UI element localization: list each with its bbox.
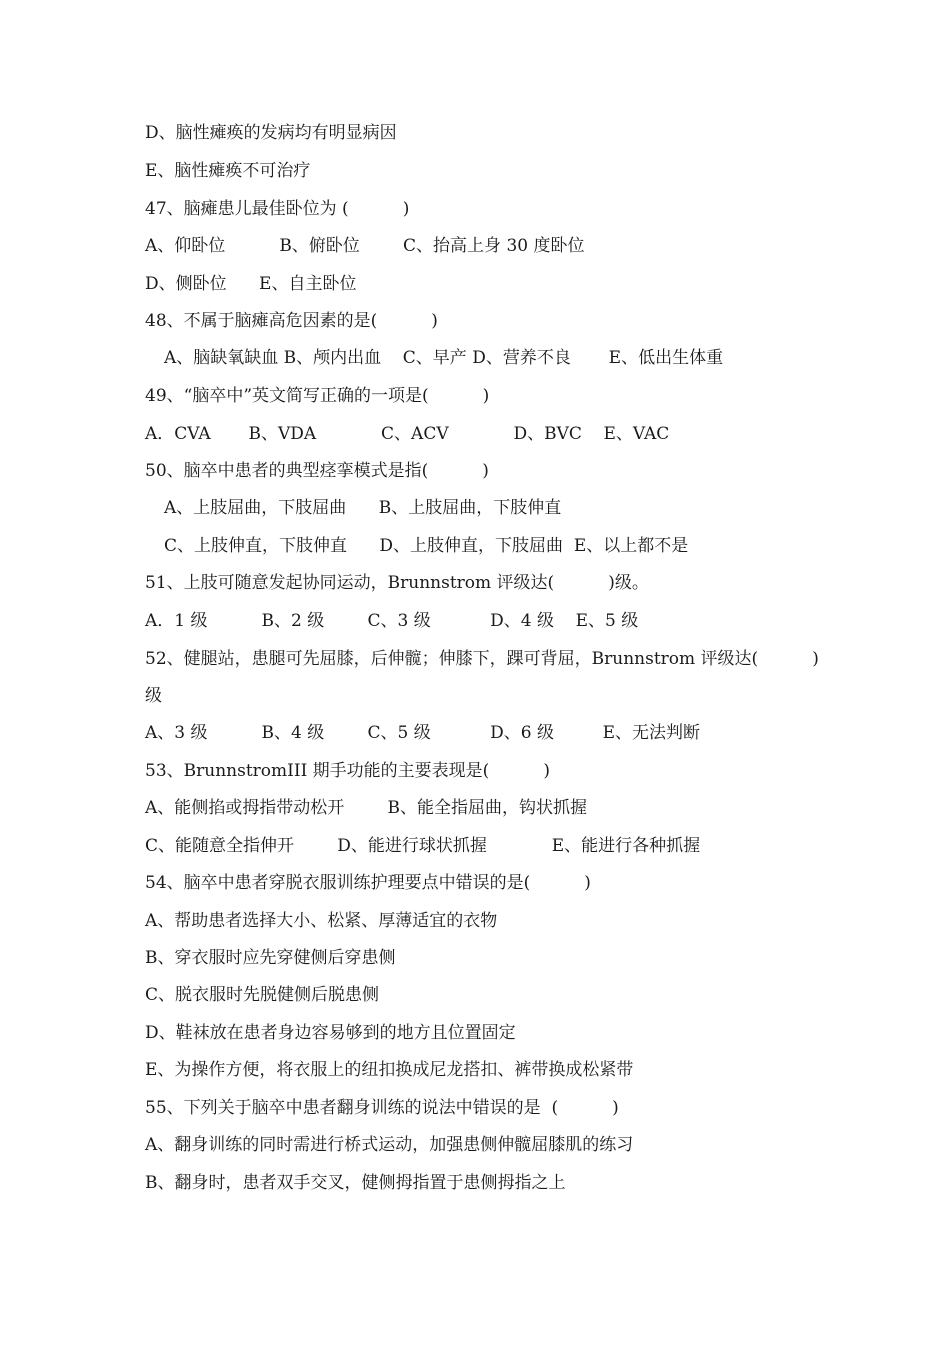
options-line: A、帮助患者选择大小、松紧、厚薄适宜的衣物 xyxy=(145,911,498,931)
options-line: A、翻身训练的同时需进行桥式运动，加强患侧伸髋屈膝肌的练习 xyxy=(145,1135,634,1155)
options-line: A、上肢屈曲，下肢屈曲 B、上肢屈曲，下肢伸直 xyxy=(164,498,562,518)
question-52: 52、健腿站，患腿可先屈膝，后伸髋；伸膝下，踝可背屈，Brunnstrom 评级达( ) xyxy=(145,649,819,669)
options-line: A、能侧掐或拇指带动松开 B、能全指屈曲，钩状抓握 xyxy=(145,798,587,818)
question-53: 53、BrunnstromIII 期手功能的主要表现是( ) xyxy=(145,761,550,781)
options-line: C、脱衣服时先脱健侧后脱患侧 xyxy=(145,985,380,1005)
options-line: A、3 级 B、4 级 C、5 级 D、6 级 E、无法判断 xyxy=(145,723,701,743)
text-line: E、脑性瘫痪不可治疗 xyxy=(145,161,311,181)
options-line: A．CVA B、VDA C、ACV D、BVC E、VAC xyxy=(145,424,670,444)
question-47: 47、脑瘫患儿最佳卧位为 ( ) xyxy=(145,199,410,219)
options-line: A、脑缺氧缺血 B、颅内出血 C、早产 D、营养不良 E、低出生体重 xyxy=(164,348,724,368)
options-line: A、仰卧位 B、俯卧位 C、抬高上身 30 度卧位 xyxy=(145,236,585,256)
options-line: E、为操作方便，将衣服上的纽扣换成尼龙搭扣、裤带换成松紧带 xyxy=(145,1060,634,1080)
question-49: 49、“脑卒中”英文简写正确的一项是( ) xyxy=(145,386,490,406)
options-line: B、穿衣服时应先穿健侧后穿患侧 xyxy=(145,948,396,968)
text-line: 级 xyxy=(145,686,162,706)
question-55: 55、下列关于脑卒中患者翻身训练的说法中错误的是 ( ) xyxy=(145,1098,619,1118)
question-51: 51、上肢可随意发起协同运动，Brunnstrom 评级达( )级。 xyxy=(145,573,649,593)
question-54: 54、脑卒中患者穿脱衣服训练护理要点中错误的是( ) xyxy=(145,873,591,893)
question-50: 50、脑卒中患者的典型痉挛模式是指( ) xyxy=(145,461,489,481)
options-line: D、鞋袜放在患者身边容易够到的地方且位置固定 xyxy=(145,1023,516,1043)
options-line: A．1 级 B、2 级 C、3 级 D、4 级 E、5 级 xyxy=(145,611,639,631)
options-line: C、上肢伸直，下肢伸直 D、上肢伸直，下肢屈曲 E、以上都不是 xyxy=(164,536,689,556)
options-line: D、侧卧位 E、自主卧位 xyxy=(145,274,357,294)
text-line: D、脑性瘫痪的发病均有明显病因 xyxy=(145,123,397,143)
options-line: B、翻身时，患者双手交叉，健侧拇指置于患侧拇指之上 xyxy=(145,1173,566,1193)
options-line: C、能随意全指伸开 D、能进行球状抓握 E、能进行各种抓握 xyxy=(145,836,701,856)
question-48: 48、不属于脑瘫高危因素的是( ) xyxy=(145,311,438,331)
